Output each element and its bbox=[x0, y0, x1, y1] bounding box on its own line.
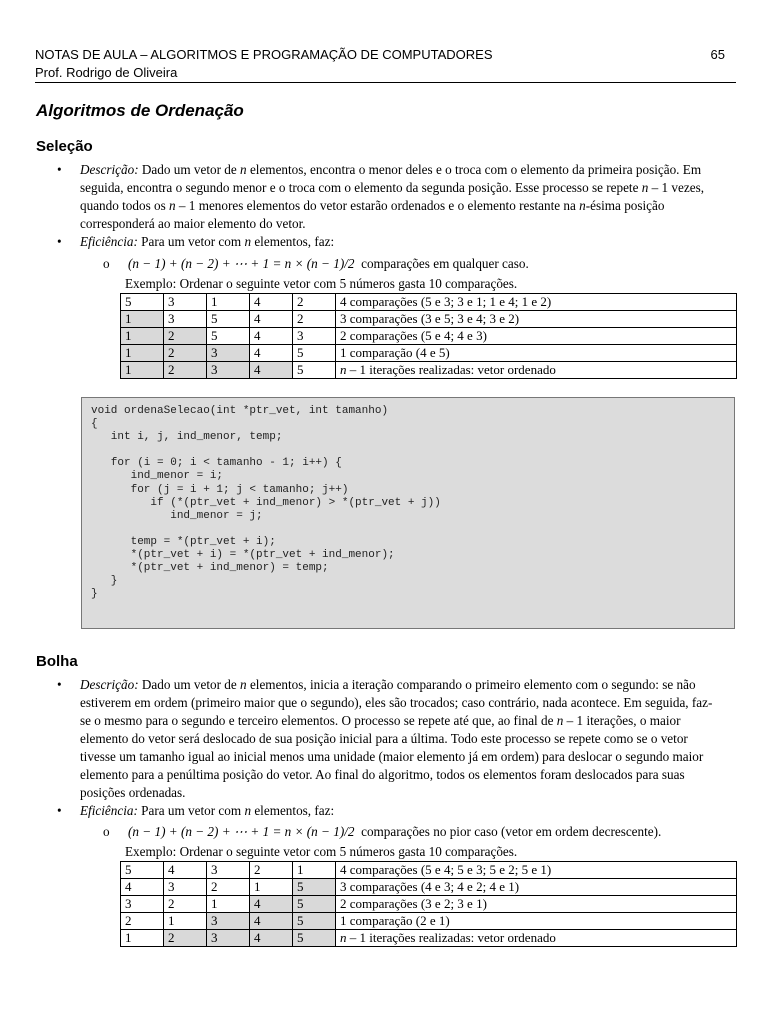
text-run: elementos, inicia a iteração comparando o primeiro elemento com o segundo: se não estiverem em ordem (primeiro maior que o segundo), eles são trocados; caso contrário, nada acontece. Em seguida, faz-se o mesmo para o segundo e terceiro elementos. O processo se repete até que, ao final de bbox=[80, 677, 713, 728]
vector-cell: 1 bbox=[121, 311, 164, 328]
vector-cell: 5 bbox=[121, 862, 164, 879]
text-run: Dado um vetor de bbox=[138, 677, 241, 692]
comparison-note bbox=[336, 345, 737, 362]
comparison-text: 1 comparação (4 e 5) bbox=[340, 345, 450, 360]
var-n: n bbox=[556, 713, 564, 728]
bullet-glyph: • bbox=[57, 677, 62, 692]
comparison-note bbox=[336, 879, 737, 896]
code-block bbox=[81, 397, 735, 629]
comparison-note bbox=[336, 362, 737, 379]
section-heading-selecao: Seleção bbox=[36, 138, 93, 155]
vector-cell: 4 bbox=[164, 862, 207, 879]
main-title: Algoritmos de Ordenação bbox=[36, 101, 244, 120]
var-n: n bbox=[579, 198, 586, 213]
table-row bbox=[121, 345, 737, 362]
vector-cell: 1 bbox=[164, 913, 207, 930]
comparison-note bbox=[336, 294, 737, 311]
vector-cell: 3 bbox=[293, 328, 336, 345]
comparison-note bbox=[336, 328, 737, 345]
formula-expression: (n − 1) + (n − 2) + ⋯ + 1 = n × (n − 1)/2 bbox=[128, 824, 355, 839]
comparison-text: 1 comparação (2 e 1) bbox=[340, 913, 450, 928]
vector-cell: 3 bbox=[207, 930, 250, 947]
comparison-text: 4 comparações (5 e 4; 5 e 3; 5 e 2; 5 e 1) bbox=[340, 862, 552, 877]
selecao-steps-table bbox=[120, 293, 737, 379]
bolha-steps-table bbox=[120, 861, 737, 947]
vector-cell: 2 bbox=[121, 913, 164, 930]
text-run: elementos, faz: bbox=[251, 234, 335, 249]
bolha-efficiency bbox=[55, 802, 720, 820]
var-n: n bbox=[240, 162, 247, 177]
comparison-note bbox=[336, 311, 737, 328]
vector-cell: 2 bbox=[293, 311, 336, 328]
header-title: NOTAS DE AULA – ALGORITMOS E PROGRAMAÇÃO DE COMPUTADORES bbox=[35, 47, 493, 62]
bullet-glyph: • bbox=[57, 803, 62, 818]
vector-cell: 3 bbox=[121, 896, 164, 913]
text-run: – 1 vezes, quando todos os bbox=[80, 180, 705, 213]
sub-bullet-glyph: o bbox=[103, 824, 110, 839]
vector-cell: 3 bbox=[207, 913, 250, 930]
vector-cell: 5 bbox=[293, 896, 336, 913]
bolha-description bbox=[55, 676, 720, 802]
selecao-bullets bbox=[55, 161, 720, 251]
table-row bbox=[121, 862, 737, 879]
vector-cell: 1 bbox=[250, 879, 293, 896]
formula-suffix: comparações no pior caso (vetor em ordem decrescente). bbox=[361, 824, 662, 839]
vector-cell: 3 bbox=[164, 294, 207, 311]
vector-cell: 4 bbox=[250, 913, 293, 930]
selecao-description bbox=[55, 161, 720, 233]
vector-cell: 4 bbox=[250, 311, 293, 328]
table-row bbox=[121, 896, 737, 913]
vector-cell: 2 bbox=[250, 862, 293, 879]
vector-cell: 1 bbox=[121, 345, 164, 362]
comparison-text: 2 comparações (5 e 4; 4 e 3) bbox=[340, 328, 487, 343]
table-row bbox=[121, 311, 737, 328]
efficiency-label: Eficiência: bbox=[80, 803, 138, 818]
code-ordena-selecao: void ordenaSelecao(int *ptr_vet, int tamanho) { int i, j, ind_menor, temp; for (i = 0; i < tamanho - 1; i++) { ind_menor = i; for (j = i + 1; j < tamanho; j++) if (*(ptr_vet + ind_menor) > *(ptr_vet + j)) ind_menor = j; temp = *(ptr_vet + i); *(ptr_vet + i) = *(ptr_vet + ind_menor); *(ptr_vet + ind_menor) = temp; } } bbox=[91, 405, 441, 601]
comparison-text: 3 comparações (4 e 3; 4 e 2; 4 e 1) bbox=[340, 879, 520, 894]
complexity-formula bbox=[128, 256, 529, 272]
vector-cell: 5 bbox=[293, 879, 336, 896]
vector-cell: 1 bbox=[207, 294, 250, 311]
vector-cell: 3 bbox=[164, 879, 207, 896]
vector-cell: 5 bbox=[207, 328, 250, 345]
comparison-note bbox=[336, 913, 737, 930]
vector-cell: 1 bbox=[293, 862, 336, 879]
text-run: Dado um vetor de bbox=[138, 162, 241, 177]
efficiency-label: Eficiência: bbox=[80, 234, 138, 249]
vector-cell: 5 bbox=[121, 294, 164, 311]
vector-cell: 4 bbox=[121, 879, 164, 896]
vector-cell: 1 bbox=[121, 930, 164, 947]
formula-suffix: comparações em qualquer caso. bbox=[361, 256, 529, 271]
table-row bbox=[121, 913, 737, 930]
text-run: Para um vetor com bbox=[137, 803, 245, 818]
text-run: -ésima posição corresponderá ao maior elemento do vetor. bbox=[80, 198, 665, 231]
table-row bbox=[121, 328, 737, 345]
vector-cell: 2 bbox=[293, 294, 336, 311]
vector-cell: 4 bbox=[250, 362, 293, 379]
var-n: n bbox=[244, 234, 252, 249]
comparison-text: 4 comparações (5 e 3; 3 e 1; 1 e 4; 1 e 2) bbox=[340, 294, 552, 309]
vector-cell: 3 bbox=[207, 862, 250, 879]
table-row bbox=[121, 294, 737, 311]
comparison-text: 3 comparações (3 e 5; 3 e 4; 3 e 2) bbox=[340, 311, 520, 326]
var-n: n bbox=[340, 930, 347, 945]
vector-cell: 1 bbox=[207, 896, 250, 913]
comparison-text: – 1 iterações realizadas: vetor ordenado bbox=[346, 362, 556, 377]
bullet-glyph: • bbox=[57, 162, 62, 177]
vector-cell: 2 bbox=[164, 362, 207, 379]
section-heading-bolha: Bolha bbox=[36, 653, 78, 670]
comparison-note bbox=[336, 862, 737, 879]
text-run: elementos, encontra o menor deles e o troca com o elemento da primeira posição. Em seguida, encontra o segundo menor e o troca com o elemento da segunda posição. Esse processo se repete bbox=[80, 162, 702, 195]
bullet-glyph: • bbox=[57, 234, 62, 249]
formula-expression: (n − 1) + (n − 2) + ⋯ + 1 = n × (n − 1)/2 bbox=[128, 256, 355, 271]
var-n: n bbox=[169, 198, 176, 213]
complexity-formula bbox=[128, 824, 661, 840]
vector-cell: 1 bbox=[121, 362, 164, 379]
comparison-note bbox=[336, 896, 737, 913]
table-row bbox=[121, 930, 737, 947]
table-row bbox=[121, 879, 737, 896]
bolha-bullets bbox=[55, 676, 720, 820]
vector-cell: 5 bbox=[207, 311, 250, 328]
vector-cell: 2 bbox=[207, 879, 250, 896]
table-row bbox=[121, 362, 737, 379]
var-n: n bbox=[641, 180, 649, 195]
vector-cell: 4 bbox=[250, 345, 293, 362]
selecao-efficiency bbox=[55, 233, 720, 251]
page-number: 65 bbox=[710, 47, 725, 62]
vector-cell: 4 bbox=[250, 930, 293, 947]
vector-cell: 2 bbox=[164, 930, 207, 947]
comparison-text: 2 comparações (3 e 2; 3 e 1) bbox=[340, 896, 487, 911]
text-run: – 1 menores elementos do vetor estarão ordenados e o elemento restante na bbox=[175, 198, 580, 213]
vector-cell: 4 bbox=[250, 328, 293, 345]
vector-cell: 2 bbox=[164, 896, 207, 913]
var-n: n bbox=[340, 362, 347, 377]
comparison-note bbox=[336, 930, 737, 947]
comparison-text: – 1 iterações realizadas: vetor ordenado bbox=[346, 930, 556, 945]
vector-cell: 1 bbox=[121, 328, 164, 345]
var-n: n bbox=[244, 803, 252, 818]
selecao-example: Exemplo: Ordenar o seguinte vetor com 5 números gasta 10 comparações. bbox=[125, 276, 518, 291]
description-label: Descrição: bbox=[80, 162, 139, 177]
vector-cell: 5 bbox=[293, 913, 336, 930]
var-n: n bbox=[240, 677, 247, 692]
vector-cell: 4 bbox=[250, 294, 293, 311]
vector-cell: 3 bbox=[164, 311, 207, 328]
vector-cell: 4 bbox=[250, 896, 293, 913]
vector-cell: 2 bbox=[164, 328, 207, 345]
text-run: elementos, faz: bbox=[251, 803, 335, 818]
vector-cell: 3 bbox=[207, 345, 250, 362]
header-author: Prof. Rodrigo de Oliveira bbox=[35, 65, 178, 80]
bolha-example: Exemplo: Ordenar o seguinte vetor com 5 números gasta 10 comparações. bbox=[125, 844, 518, 859]
description-label: Descrição: bbox=[80, 677, 139, 692]
vector-cell: 5 bbox=[293, 930, 336, 947]
header-divider bbox=[35, 82, 736, 83]
vector-cell: 2 bbox=[164, 345, 207, 362]
text-run: – 1 iterações, o maior elemento do vetor será deslocado de sua posição inicial para a última. Todo este processo se repete como se o vetor tivesse um tamanho igual ao inicial menos uma unidade (maior elemento já em ordem) para deslocar o segundo maior elemento para a penúltima posição do vetor. Ao final do algoritmo, todos os elementos foram deslocados para suas posições ordenadas. bbox=[80, 713, 704, 800]
vector-cell: 5 bbox=[293, 362, 336, 379]
vector-cell: 3 bbox=[207, 362, 250, 379]
text-run: Para um vetor com bbox=[137, 234, 245, 249]
sub-bullet-glyph: o bbox=[103, 256, 110, 271]
vector-cell: 5 bbox=[293, 345, 336, 362]
